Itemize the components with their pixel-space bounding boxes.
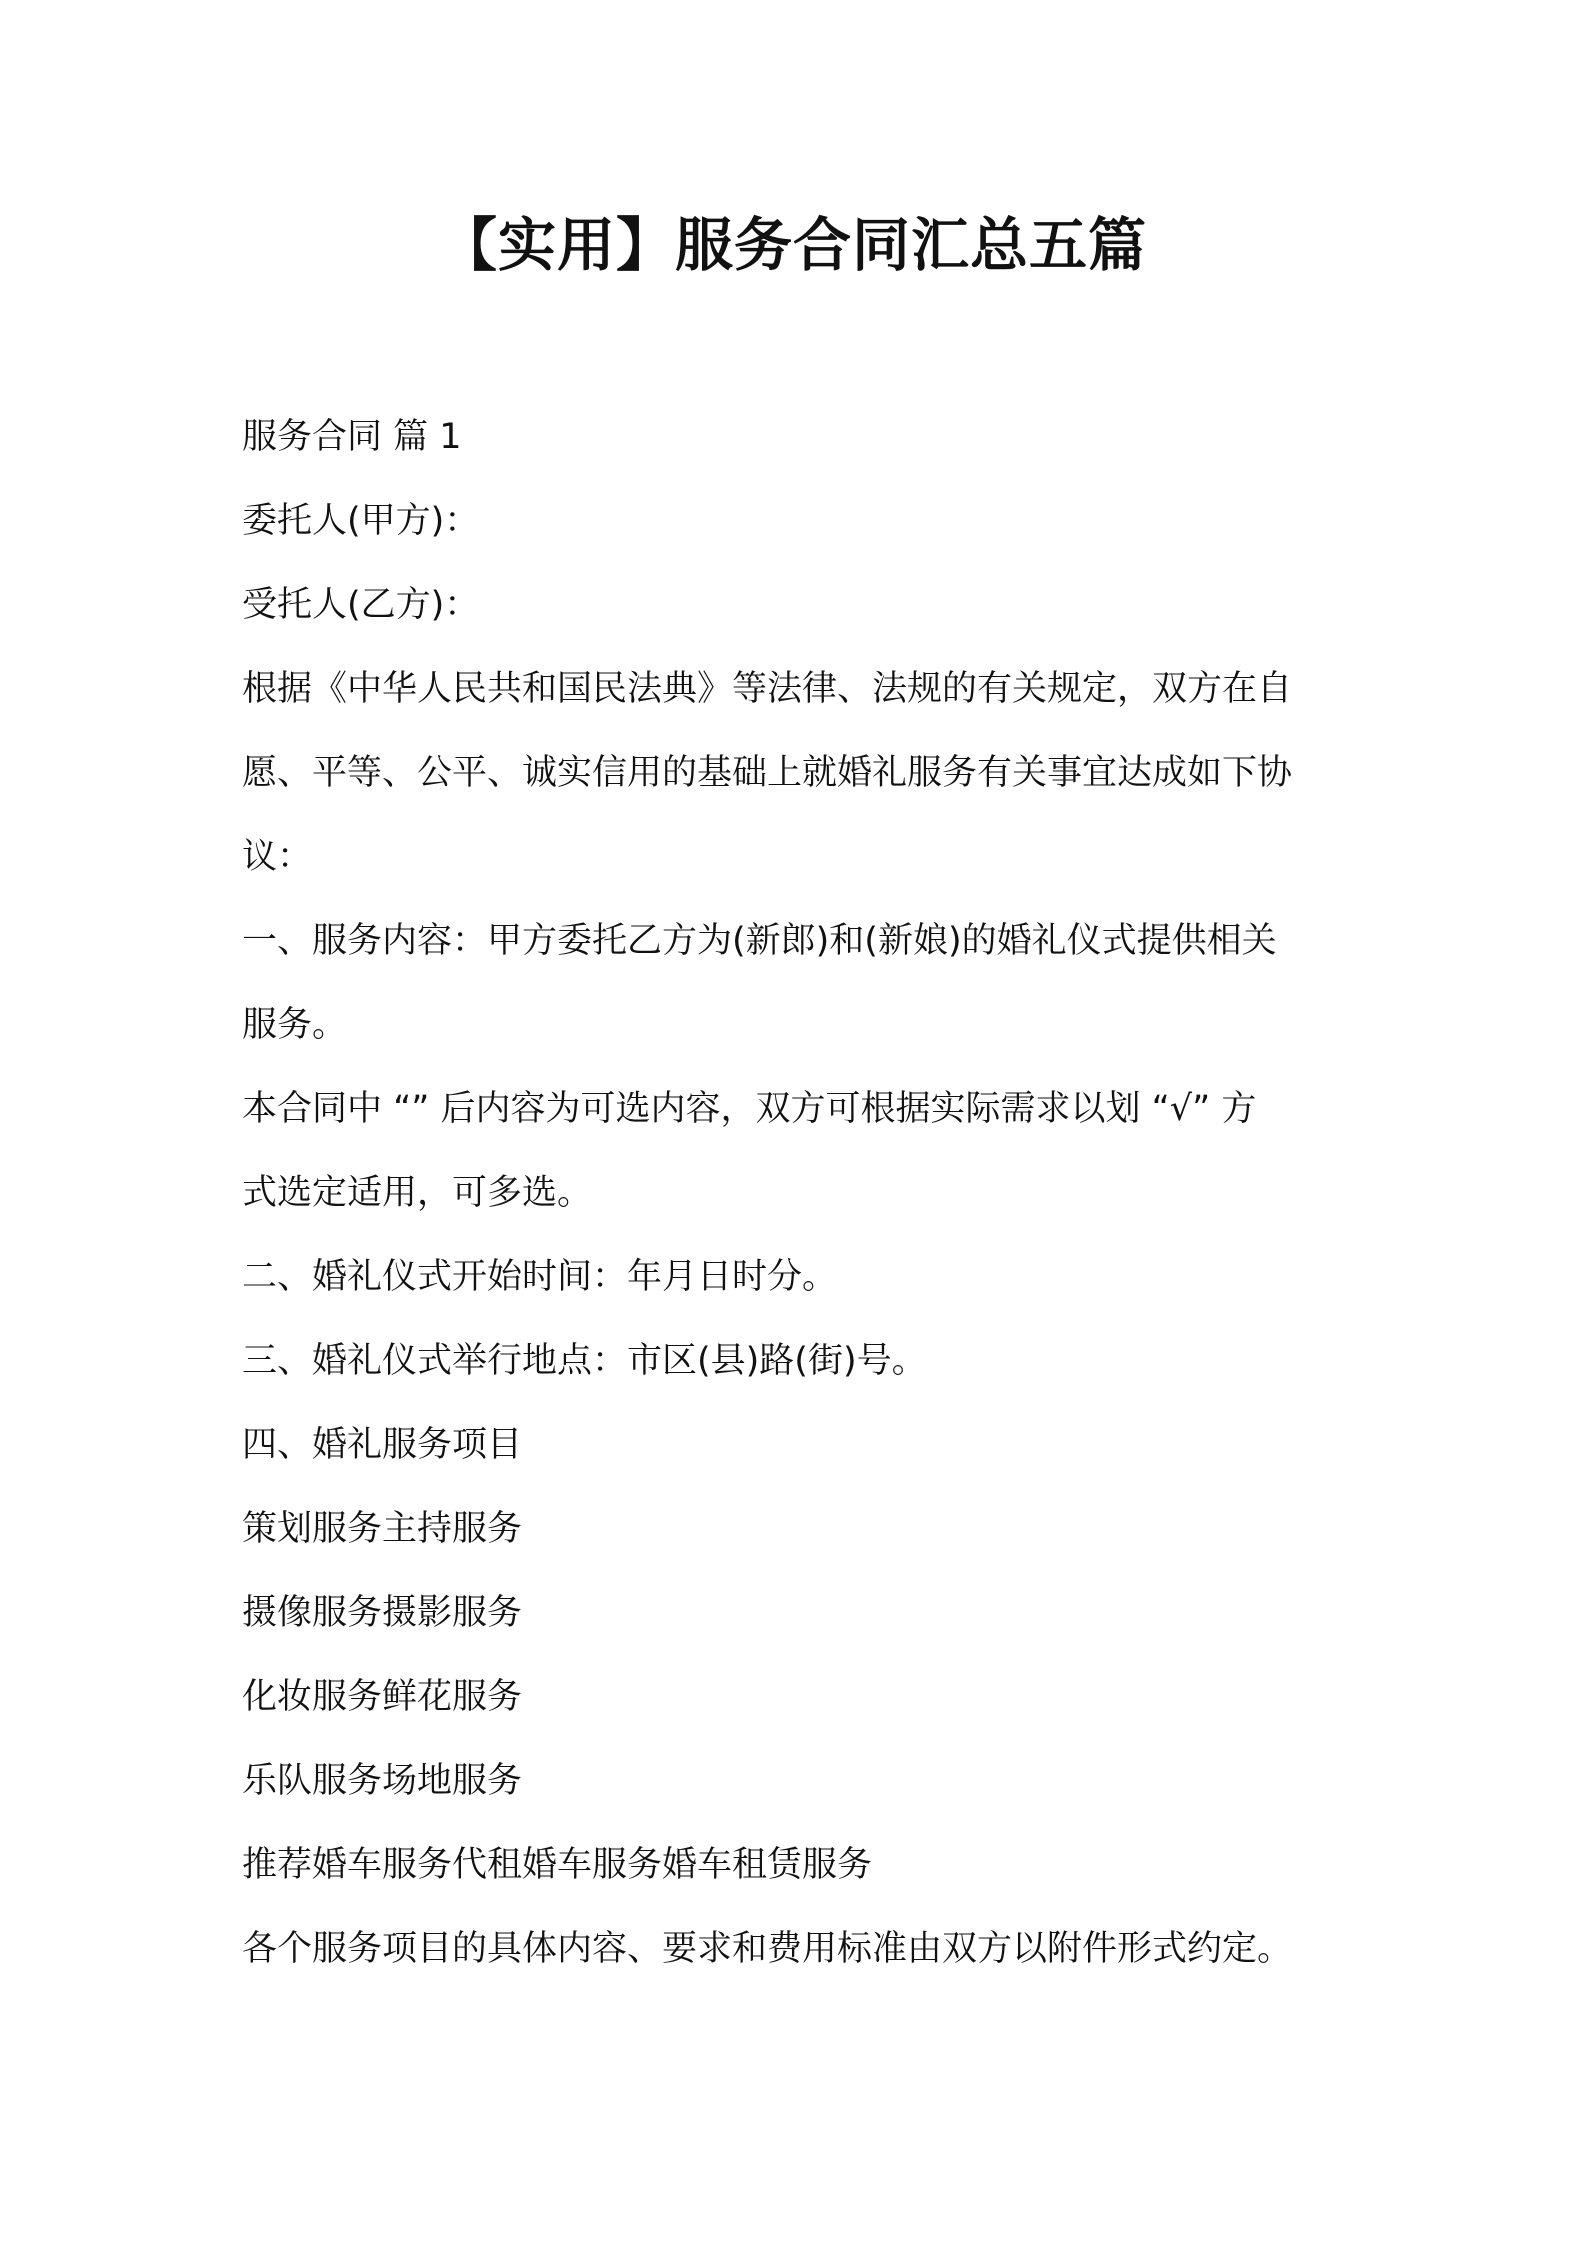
clause-line: 三、婚礼仪式举行地点：市区(县)路(街)号。 — [242, 1341, 927, 1381]
clause-line: 四、婚礼服务项目 — [242, 1425, 523, 1465]
document-title: 【实用】服务合同汇总五篇 — [438, 211, 1147, 279]
clause-line: 二、婚礼仪式开始时间：年月日时分。 — [242, 1257, 838, 1297]
section-heading: 服务合同 篇 1 — [242, 417, 462, 457]
body-line: 各个服务项目的具体内容、要求和费用标准由双方以附件形式约定。 — [242, 1929, 1293, 1969]
party-b-line: 受托人(乙方)： — [242, 585, 480, 625]
clause-line: 一、服务内容：甲方委托乙方为(新郎)和(新娘)的婚礼仪式提供相关 — [242, 921, 1277, 961]
service-item-line: 乐队服务场地服务 — [242, 1761, 523, 1801]
note-line: 本合同中 “” 后内容为可选内容，双方可根据实际需求以划 “√” 方 — [242, 1089, 1257, 1129]
document-body — [242, 395, 1362, 1991]
party-a-line: 委托人(甲方)： — [242, 501, 480, 541]
service-item-line: 策划服务主持服务 — [242, 1509, 523, 1549]
clause-line: 服务。 — [242, 1005, 348, 1045]
service-item-line: 摄像服务摄影服务 — [242, 1593, 523, 1633]
service-item-line: 化妆服务鲜花服务 — [242, 1677, 523, 1717]
note-line: 式选定适用，可多选。 — [242, 1173, 593, 1213]
body-line: 议： — [242, 837, 313, 877]
body-line: 愿、平等、公平、诚实信用的基础上就婚礼服务有关事宜达成如下协 — [242, 753, 1293, 793]
body-line: 根据《中华人民共和国民法典》等法律、法规的有关规定，双方在自 — [242, 669, 1293, 709]
service-item-line: 推荐婚车服务代租婚车服务婚车租赁服务 — [242, 1845, 873, 1885]
